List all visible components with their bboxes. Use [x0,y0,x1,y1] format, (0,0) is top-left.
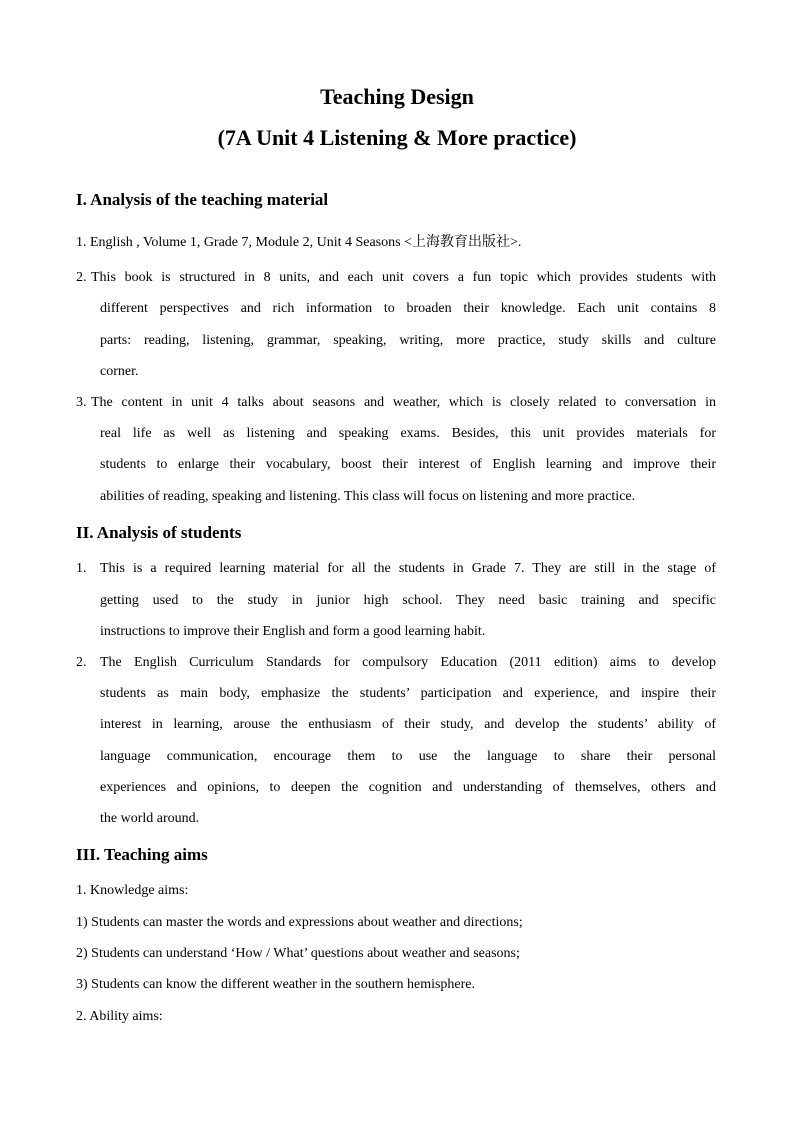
document-subtitle: (7A Unit 4 Listening & More practice) [217,125,577,150]
paragraph-line: experiences and opinions, to deepen the cognition and understanding of themselves, others and [100,780,716,795]
aims-line: 1. Knowledge aims: [76,883,189,898]
paragraph-line: This book is structured in 8 units, and each unit covers a fun topic which provides students with [91,270,716,285]
list-number: 1. [76,561,87,576]
document-title: Teaching Design [320,84,474,109]
list-number: 2. [76,270,87,285]
paragraph-line: corner. [100,364,139,379]
list-number: 3. [76,395,87,410]
paragraph-line: interest in learning, arouse the enthusiasm of their study, and develop the students’ ability of [100,717,716,732]
material-item-1: 1. English , Volume 1, Grade 7, Module 2, Unit 4 Seasons <上海教育出版社>. [76,235,522,250]
paragraph-line: The English Curriculum Standards for compulsory Education (2011 edition) aims to develop [100,655,716,670]
paragraph-line: the world around. [100,811,200,826]
aims-line: 2) Students can understand ‘How / What’ questions about weather and seasons; [76,946,520,961]
paragraph-line: real life as well as listening and speaking exams. Besides, this unit provides materials for [100,426,716,441]
aims-line: 3) Students can know the different weather in the southern hemisphere. [76,977,476,992]
paragraph-line: language communication, encourage them to use the language to share their personal [100,749,716,764]
aims-line: 2. Ability aims: [76,1009,163,1024]
paragraph-line: instructions to improve their English and form a good learning habit. [100,624,486,639]
section-heading-aims: III. Teaching aims [76,845,208,864]
paragraph-line: students as main body, emphasize the students’ participation and experience, and inspire their [100,686,716,701]
paragraph-line: The content in unit 4 talks about seasons and weather, which is closely related to conversation in [91,395,716,410]
paragraph-line: different perspectives and rich information to broaden their knowledge. Each unit contains 8 [100,301,716,316]
list-number: 2. [76,655,87,670]
paragraph-line: getting used to the study in junior high school. They need basic training and specific [100,593,716,608]
section-heading-students: II. Analysis of students [76,523,242,542]
paragraph-line: abilities of reading, speaking and listening. This class will focus on listening and more practice. [100,489,636,504]
paragraph-line: students to enlarge their vocabulary, boost their interest of English learning and improve their [100,457,716,472]
section-heading-material: I. Analysis of the teaching material [76,190,329,209]
aims-line: 1) Students can master the words and expressions about weather and directions; [76,915,523,930]
paragraph-line: This is a required learning material for all the students in Grade 7. They are still in the stage of [100,561,716,576]
paragraph-line: parts: reading, listening, grammar, speaking, writing, more practice, study skills and culture [100,333,716,348]
